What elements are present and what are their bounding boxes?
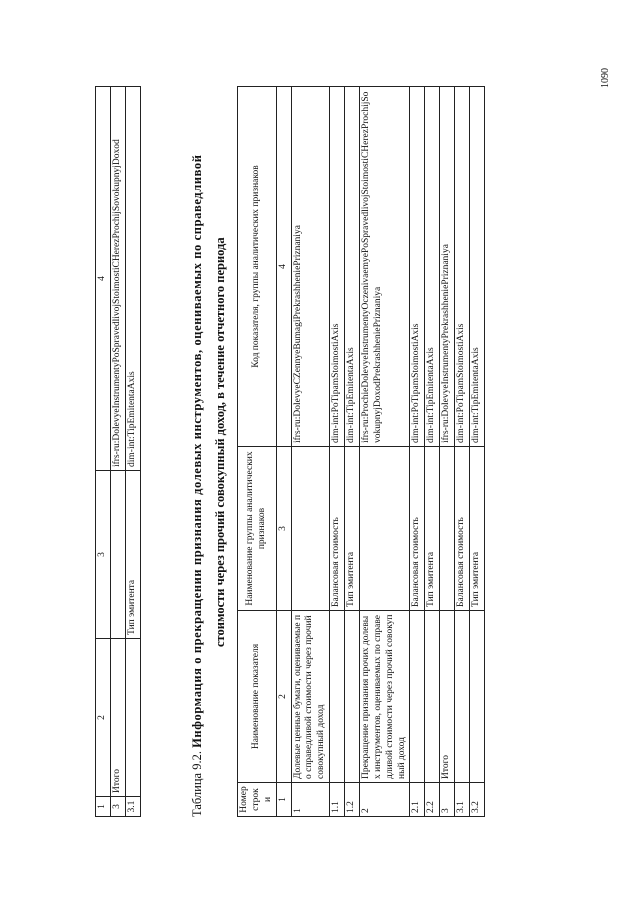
table-row <box>345 87 360 817</box>
row-number: 3 <box>110 797 125 817</box>
row-group: Балансовая стоимость <box>410 447 425 611</box>
header-indicator-name: Наименование показателя <box>238 611 277 783</box>
table-header-numbers <box>276 87 291 817</box>
caption-prefix: Таблица 9.2. <box>190 751 204 817</box>
row-number: 3.1 <box>455 783 470 817</box>
header-row-number: Номер строки <box>238 783 277 817</box>
row-number: 1.1 <box>330 783 345 817</box>
row-name <box>425 611 440 783</box>
row-group: Тип эмитента <box>125 471 140 639</box>
header-code: Код показателя, группы аналитических признаков <box>238 87 277 447</box>
row-code: ifrs-ru:DolevyeInstrumentyPrekrashheniePriznaniya <box>440 87 455 447</box>
row-group <box>440 447 455 611</box>
row-group: Балансовая стоимость <box>330 447 345 611</box>
row-name: Прекращение признания прочих долевых инструментов, оцениваемых по справедливой стоимости через прочий совокупный доход <box>359 611 410 783</box>
row-number: 2.1 <box>410 783 425 817</box>
column-number: 2 <box>96 639 111 797</box>
column-number: 3 <box>96 471 111 639</box>
column-number: 4 <box>276 87 291 447</box>
row-name <box>469 611 484 783</box>
main-table <box>237 86 485 817</box>
row-code: dim-int:PoTipamStoimostiAxis <box>330 87 345 447</box>
row-number: 1 <box>291 783 330 817</box>
row-number: 3.1 <box>125 797 140 817</box>
column-number: 2 <box>276 611 291 783</box>
page-number: 1090 <box>600 68 611 88</box>
caption-title-line1: Информация о прекращении признания долевых инструментов, оцениваемых по справедливой <box>190 154 204 748</box>
column-number: 1 <box>276 783 291 817</box>
table-row <box>330 87 345 817</box>
row-group: Тип эмитента <box>345 447 360 611</box>
row-name <box>330 611 345 783</box>
table-row <box>291 87 330 817</box>
row-code: ifrs-ru:ProchieDolevyeInstrumentyOczenivaemyePoSpravedlivojStoimostiCHerezProchijSovokupnyjDoxodPrekrashheniePriznaniya <box>359 87 410 447</box>
continuation-table <box>95 86 141 817</box>
row-name <box>410 611 425 783</box>
table-row <box>359 87 410 817</box>
row-number: 2 <box>359 783 410 817</box>
row-number: 1.2 <box>345 783 360 817</box>
row-code: ifrs-ru:DolevyeInstrumentyPoSpravedlivojStoimostiCHerezProchijSovokupnyjDoxod <box>110 87 125 471</box>
table-row <box>455 87 470 817</box>
table-row <box>125 87 140 817</box>
row-group <box>110 471 125 639</box>
row-code: dim-int:PoTipamStoimostiAxis <box>455 87 470 447</box>
row-group <box>359 447 410 611</box>
row-group <box>291 447 330 611</box>
row-code: ifrs-ru:DolevyeCZennyeBumagiPrekrashheniePriznaniya <box>291 87 330 447</box>
row-code: dim-int:TipEmitentaAxis <box>345 87 360 447</box>
table-header-numbers <box>96 87 111 817</box>
column-number: 4 <box>96 87 111 471</box>
row-number: 2.2 <box>425 783 440 817</box>
row-name <box>345 611 360 783</box>
table-row <box>469 87 484 817</box>
row-group: Балансовая стоимость <box>455 447 470 611</box>
table-caption <box>186 87 232 817</box>
row-group: Тип эмитента <box>425 447 440 611</box>
row-code: dim-int:TipEmitentaAxis <box>425 87 440 447</box>
table-row <box>110 87 125 817</box>
row-name <box>455 611 470 783</box>
row-group: Тип эмитента <box>469 447 484 611</box>
row-number: 3 <box>440 783 455 817</box>
header-group-name: Наименование группы аналитических признаков <box>238 447 277 611</box>
caption-title-line2: стоимости через прочий совокупный доход, в течение отчетного периода <box>213 237 227 647</box>
row-code: dim-int:TipEmitentaAxis <box>469 87 484 447</box>
row-name: Итого <box>110 639 125 797</box>
table-row <box>410 87 425 817</box>
table-row <box>425 87 440 817</box>
row-name: Итого <box>440 611 455 783</box>
column-number: 3 <box>276 447 291 611</box>
row-code: dim-int:TipEmitentaAxis <box>125 87 140 471</box>
table-row <box>440 87 455 817</box>
row-number: 3.2 <box>469 783 484 817</box>
table-header <box>238 87 277 817</box>
row-name <box>125 639 140 797</box>
row-code: dim-int:PoTipamStoimostiAxis <box>410 87 425 447</box>
row-name: Долевые ценные бумаги, оцениваемые по справедливой стоимости через прочий совокупный доход <box>291 611 330 783</box>
column-number: 1 <box>96 797 111 817</box>
